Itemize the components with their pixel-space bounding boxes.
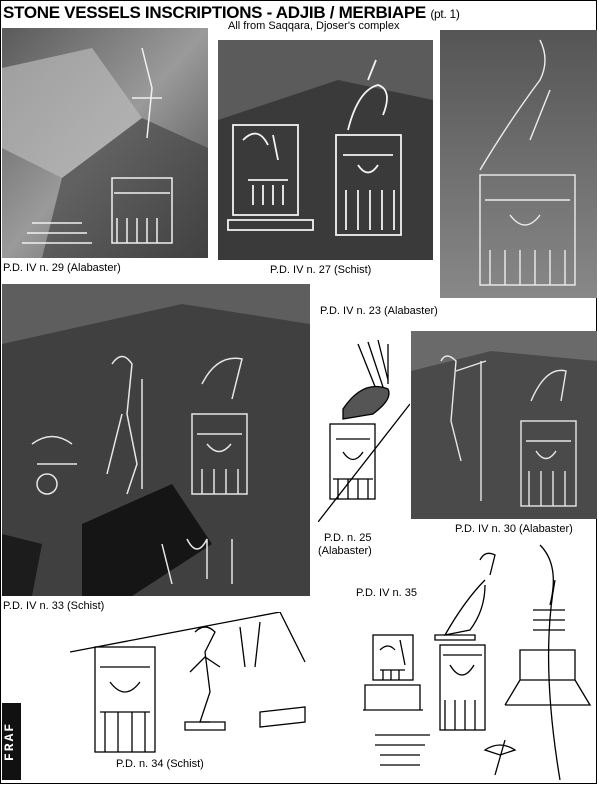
photo-pd27 — [218, 40, 433, 260]
caption-pd23: P.D. IV n. 23 (Alabaster) — [320, 305, 438, 317]
caption-pd27: P.D. IV n. 27 (Schist) — [270, 264, 372, 276]
photo-pd30 — [411, 331, 597, 519]
page-title-text: STONE VESSELS INSCRIPTIONS - ADJIB / MERBIAPE — [3, 3, 426, 22]
caption-pd25-line2: (Alabaster) — [318, 545, 372, 557]
photo-pd23 — [440, 30, 597, 298]
caption-pd30: P.D. IV n. 30 (Alabaster) — [455, 523, 573, 535]
drawing-pd35 — [355, 540, 595, 780]
page-subtitle: All from Saqqara, Djoser's complex — [228, 20, 400, 32]
drawing-pd25 — [318, 334, 410, 522]
page-title-part: (pt. 1) — [430, 7, 460, 21]
photo-pd33 — [2, 284, 310, 596]
signature-logo: FRAF — [2, 703, 21, 780]
caption-pd34: P.D. n. 34 (Schist) — [116, 758, 204, 770]
drawing-pd34 — [70, 612, 310, 762]
caption-pd33: P.D. IV n. 33 (Schist) — [3, 600, 105, 612]
caption-pd25-line1: P.D. n. 25 — [324, 532, 372, 544]
caption-pd35: P.D. IV n. 35 — [356, 587, 417, 599]
caption-pd29: P.D. IV n. 29 (Alabaster) — [3, 262, 121, 274]
photo-pd29 — [2, 28, 208, 258]
